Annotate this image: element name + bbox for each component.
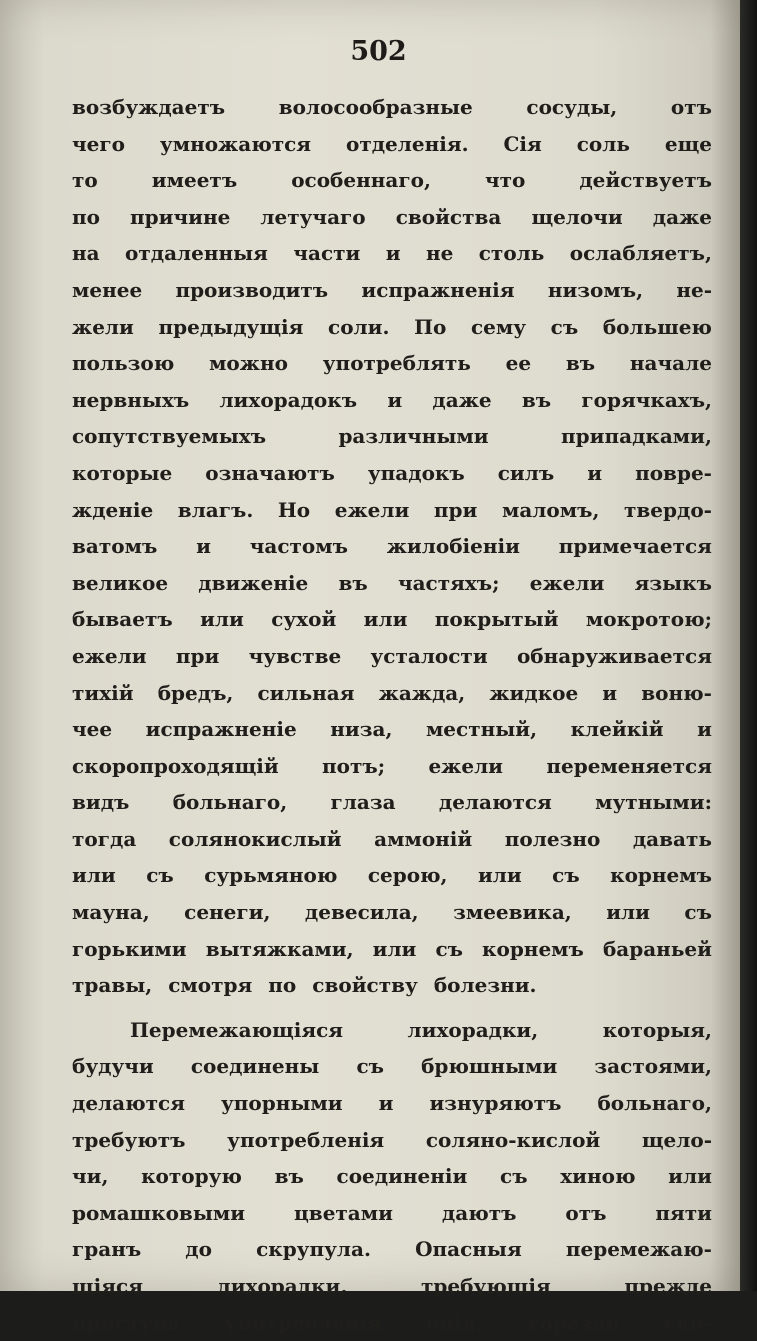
text-line: мауна, сенеги, девесила, змеевика, или съ (72, 900, 712, 925)
text-line: по причине летучаго свойства щелочи даже (72, 204, 712, 229)
text-line: жденіе влагъ. Но ежели при маломъ, твердо- (72, 497, 712, 522)
text-line: требуютъ употребленія соляно-кислой щело- (72, 1127, 712, 1152)
text-line: которые означаютъ упадокъ силъ и повре- (72, 460, 712, 485)
text-line: жели предыдущія соли. По сему съ большею (72, 314, 712, 339)
text-line: травы, смотря по свойству болезни. (72, 973, 537, 998)
text-line: скоропроходящій потъ; ежели переменяется (72, 753, 712, 778)
text-line: будучи соединены съ брюшными застоями, (72, 1054, 712, 1079)
text-line: чее испражненіе низа, местный, клейкій и (72, 717, 712, 742)
text-line: чего умножаются отделенія. Сія соль еще (72, 131, 712, 156)
text-line: ватомъ и частомъ жилобіеніи примечается (72, 534, 712, 559)
text-line: делаются упорными и изнуряютъ больнаго, (72, 1091, 712, 1116)
text-line: или съ сурьмяною серою, или съ корнемъ (72, 863, 712, 888)
text-line: тихій бредъ, сильная жажда, жидкое и воню- (72, 680, 712, 705)
text-line: щіяся лихорадки, требующія прежде (72, 1274, 712, 1298)
text-line: менее производитъ испражненія низомъ, не- (72, 277, 712, 302)
text-line: великое движеніе въ частяхъ; ежели языкъ (72, 570, 712, 595)
text-line: нервныхъ лихорадокъ и даже въ горячкахъ, (72, 387, 712, 412)
text-line: бываетъ или сухой или покрытый мокротою; (72, 607, 712, 632)
page-number: 502 (350, 36, 407, 67)
text-line: горькими вытяжками, или съ корнемъ бараньей (72, 936, 712, 961)
paragraph-2 (72, 1012, 712, 1341)
text-line: тогда солянокислый аммоній полезно давать (72, 826, 712, 851)
text-line: на отдаленныя части и не столь ослабляетъ, (72, 241, 712, 266)
text-line: то имеетъ особеннаго, что действуетъ (72, 168, 712, 193)
text-line: пользою можно употреблять ее въ начале (72, 351, 712, 376)
text-line: ежели при чувстве усталости обнаруживается (72, 643, 712, 668)
text-line: сопутствуемыхъ различными припадками, (72, 424, 712, 449)
text-line: чи, которую въ соединеніи съ хиною или (72, 1164, 712, 1189)
text-line: приступа употребленія опія, гораздо ско- (72, 1310, 712, 1335)
text-line: ромашковыми цветами даютъ отъ пяти (72, 1200, 712, 1225)
text-line: гранъ до скрупула. Опасныя перемежаю- (72, 1237, 712, 1262)
text-line: Перемежающіяся лихорадки, которыя, (130, 1017, 712, 1042)
text-line: возбуждаетъ волосообразные сосуды, отъ (72, 95, 712, 119)
paragraph-1 (72, 89, 712, 1004)
text-line: видъ больнаго, глаза делаются мутными: (72, 790, 712, 815)
body-text (72, 89, 712, 1341)
book-spine (740, 0, 757, 1291)
